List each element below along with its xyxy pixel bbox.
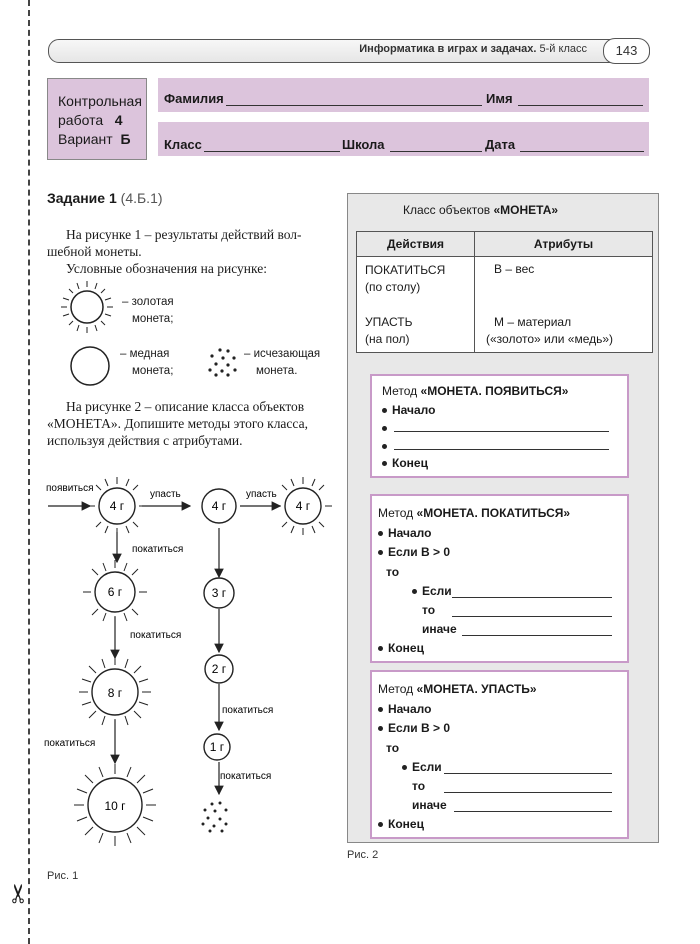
method-roll-begin: Начало	[378, 526, 431, 540]
coin-vanishing	[202, 802, 228, 833]
method-fall-begin: Начало	[378, 702, 431, 716]
class-form-row	[158, 122, 649, 156]
method-roll-end: Конец	[378, 641, 424, 655]
method-roll-inner-if: Если	[412, 584, 452, 598]
vanishing-coin-icon	[206, 346, 242, 378]
label-10g: 10 г	[104, 799, 126, 813]
legend-gold: – золотая монета;	[122, 296, 174, 325]
gold-coin-icon	[55, 278, 125, 338]
figure-2-caption: Рис. 2	[347, 849, 379, 861]
label-2g: 2 г	[211, 662, 227, 676]
method-roll-blank-then[interactable]	[452, 616, 612, 617]
school-label: Школа	[342, 137, 385, 152]
method-fall-if: Если В > 0	[378, 721, 450, 735]
method-appear-blank-2[interactable]	[394, 449, 609, 450]
scissors-icon: ✂	[3, 882, 34, 905]
method-roll-box	[370, 494, 629, 663]
method-roll-blank-if[interactable]	[452, 597, 612, 598]
surname-field[interactable]	[226, 105, 482, 106]
method-fall-blank-then[interactable]	[444, 792, 612, 793]
task-paragraph-1: На рисунке 1 – результаты действий вол-	[66, 227, 302, 242]
method-roll-if: Если В > 0	[378, 545, 450, 559]
label-3g: 3 г	[211, 586, 227, 600]
legend-vanishing: – исчезающая монета.	[244, 348, 321, 377]
method-fall-blank-else[interactable]	[454, 811, 612, 812]
task-paragraph-3: На рисунке 2 – описание класса объектов	[66, 399, 305, 414]
method-appear-title: Метод «МОНЕТА. ПОЯВИТЬСЯ»	[382, 384, 569, 398]
class-table	[356, 231, 653, 353]
method-appear-box	[370, 374, 629, 478]
method-roll-inner-else: иначе	[422, 622, 457, 636]
class-label: Класс	[164, 137, 202, 152]
label-4g: 4 г	[109, 499, 125, 513]
method-roll-inner-then: то	[422, 603, 436, 617]
figure-1-diagram	[40, 460, 340, 880]
figure-1-caption: Рис. 1	[47, 870, 79, 882]
method-fall-inner-else: иначе	[412, 798, 447, 812]
control-line1: Контрольная	[58, 93, 142, 109]
method-fall-inner-if: Если	[402, 760, 442, 774]
name-form-row	[158, 78, 649, 112]
name-field[interactable]	[518, 105, 643, 106]
label-1g: 1 г	[209, 740, 225, 754]
col-actions-header: Действия	[357, 232, 475, 257]
method-appear-begin: Начало	[382, 403, 435, 417]
method-appear-step2	[382, 438, 392, 456]
task-paragraph-3-line2: «МОНЕТА». Допишите методы этого класса,	[47, 416, 308, 431]
label-4g-copper: 4 г	[211, 499, 227, 513]
attr-material: М – материал («золото» или «медь»)	[486, 315, 614, 346]
page-number: 143	[603, 38, 650, 64]
label-roll-c: покатиться	[222, 705, 274, 716]
label-roll-d: покатиться	[220, 771, 272, 782]
control-line2: работа 4	[58, 112, 123, 128]
class-field[interactable]	[204, 151, 340, 152]
surname-label: Фамилия	[164, 91, 224, 106]
method-appear-end: Конец	[382, 456, 428, 470]
control-work-box	[47, 78, 147, 160]
label-6g: 6 г	[107, 585, 123, 599]
method-roll-blank-else[interactable]	[462, 635, 612, 636]
school-field[interactable]	[390, 151, 482, 152]
date-field[interactable]	[520, 151, 644, 152]
label-8g: 8 г	[107, 686, 123, 700]
task-paragraph-1-cont: шебной монеты.	[47, 244, 142, 259]
date-label: Дата	[485, 137, 516, 152]
method-roll-then: то	[386, 565, 400, 579]
action-fall: УПАСТЬ (на пол)	[365, 315, 413, 346]
task-paragraph-3-line3: используя действия с атрибутами.	[47, 433, 243, 448]
copper-coin-icon	[68, 345, 114, 389]
label-roll-2: покатиться	[130, 630, 182, 641]
col-attrs-header: Атрибуты	[475, 232, 652, 257]
label-appear: появиться	[46, 483, 94, 494]
label-4g-right: 4 г	[295, 499, 311, 513]
method-fall-title: Метод «МОНЕТА. УПАСТЬ»	[378, 682, 537, 696]
table-divider	[474, 257, 475, 352]
method-fall-blank-if[interactable]	[444, 773, 612, 774]
class-description-panel	[347, 193, 659, 843]
task-title: Задание 1 (4.Б.1)	[47, 190, 163, 206]
page-header	[48, 39, 650, 63]
name-label: Имя	[486, 91, 513, 106]
method-fall-box	[370, 670, 629, 839]
label-fall-1: упасть	[150, 489, 181, 500]
class-table-title: Класс объектов «МОНЕТА»	[403, 203, 559, 217]
action-roll: ПОКАТИТЬСЯ (по столу)	[365, 263, 446, 294]
label-fall-2: упасть	[246, 489, 277, 500]
method-appear-step1	[382, 420, 392, 438]
label-roll-1: покатиться	[132, 544, 184, 555]
book-title: Информатика в играх и задачах. 5-й класс	[359, 43, 587, 55]
method-roll-title: Метод «МОНЕТА. ПОКАТИТЬСЯ»	[378, 506, 571, 520]
attr-weight: В – вес	[494, 262, 535, 276]
method-fall-inner-then: то	[412, 779, 426, 793]
legend-copper: – медная монета;	[120, 348, 174, 377]
method-fall-then: то	[386, 741, 400, 755]
label-roll-3: покатиться	[44, 738, 96, 749]
method-fall-end: Конец	[378, 817, 424, 831]
control-line3: Вариант Б	[58, 131, 131, 147]
method-appear-blank-1[interactable]	[394, 431, 609, 432]
cut-line	[28, 0, 30, 944]
task-paragraph-2: Условные обозначения на рисунке:	[66, 261, 267, 276]
